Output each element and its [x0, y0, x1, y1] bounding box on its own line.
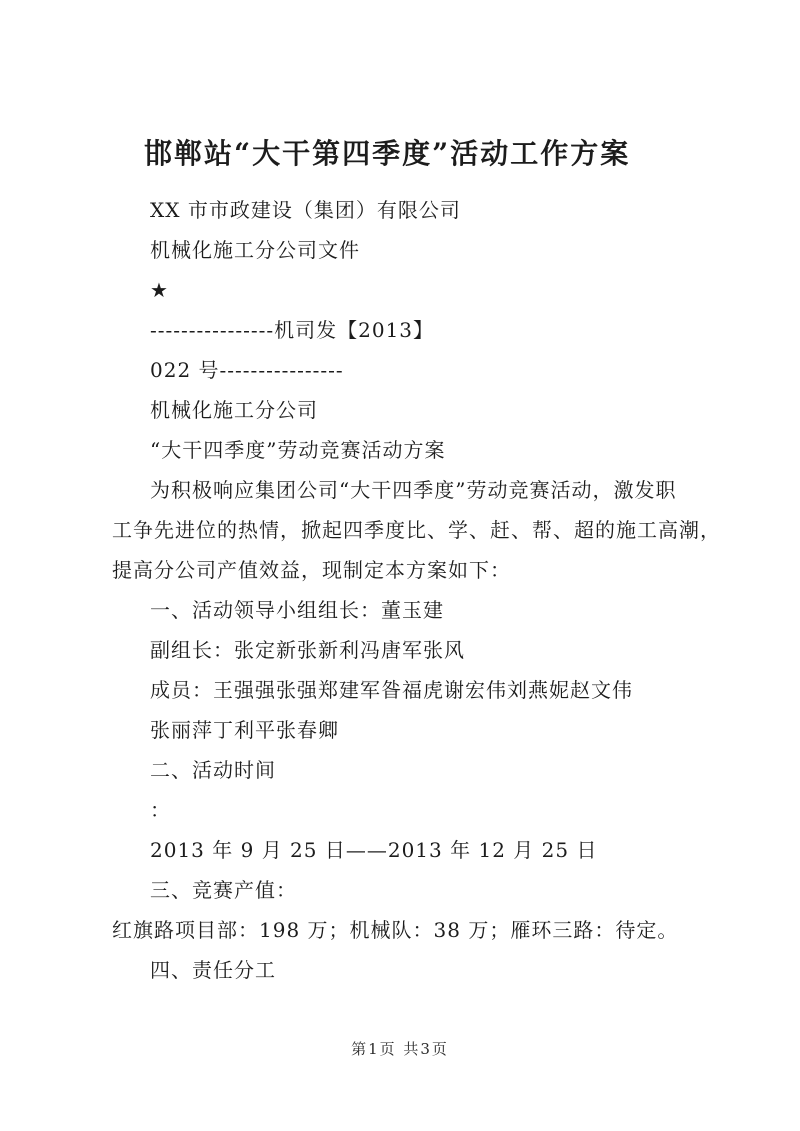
- section-4-heading: 四、责任分工: [150, 958, 276, 982]
- company-name-line: XX 市市政建设（集团）有限公司: [150, 198, 461, 222]
- intro-paragraph-line-2: 工争先进位的热情，掀起四季度比、学、赶、帮、超的施工高潮，: [112, 518, 721, 542]
- members-line-1: 成员：王强强张强郑建军昝福虎谢宏伟刘燕妮赵文伟: [150, 678, 633, 702]
- section-3-heading: 三、竞赛产值：: [150, 878, 297, 902]
- deputy-leaders-line: 副组长：张定新张新利冯唐军张风: [150, 638, 465, 662]
- document-title: 邯郸站“大干第四季度”活动工作方案: [144, 137, 631, 170]
- doc-number-prefix-line: ----------------机司发【2013】: [150, 318, 435, 342]
- members-line-2: 张丽萍丁利平张春卿: [150, 718, 339, 742]
- date-range-line: 2013 年 9 月 25 日——2013 年 12 月 25 日: [150, 838, 598, 862]
- subtitle-line: “大干四季度”劳动竞赛活动方案: [150, 438, 446, 462]
- doc-number-suffix-line: 022 号----------------: [150, 358, 344, 382]
- intro-paragraph-line-1: 为积极响应集团公司“大干四季度”劳动竞赛活动，激发职: [150, 478, 677, 502]
- page-number-footer: 第1页 共3页: [351, 1040, 449, 1058]
- branch-name-line: 机械化施工分公司: [150, 398, 318, 422]
- intro-paragraph-line-3: 提高分公司产值效益，现制定本方案如下：: [112, 558, 511, 582]
- section-1-leader-line: 一、活动领导小组组长：董玉建: [150, 598, 444, 622]
- output-values-line: 红旗路项目部：198 万；机械队：38 万；雁环三路：待定。: [112, 918, 679, 942]
- department-file-line: 机械化施工分公司文件: [150, 238, 360, 262]
- star-icon: ★: [150, 278, 169, 302]
- document-body: [112, 130, 721, 990]
- colon-line: ：: [150, 798, 171, 822]
- section-2-heading: 二、活动时间: [150, 758, 276, 782]
